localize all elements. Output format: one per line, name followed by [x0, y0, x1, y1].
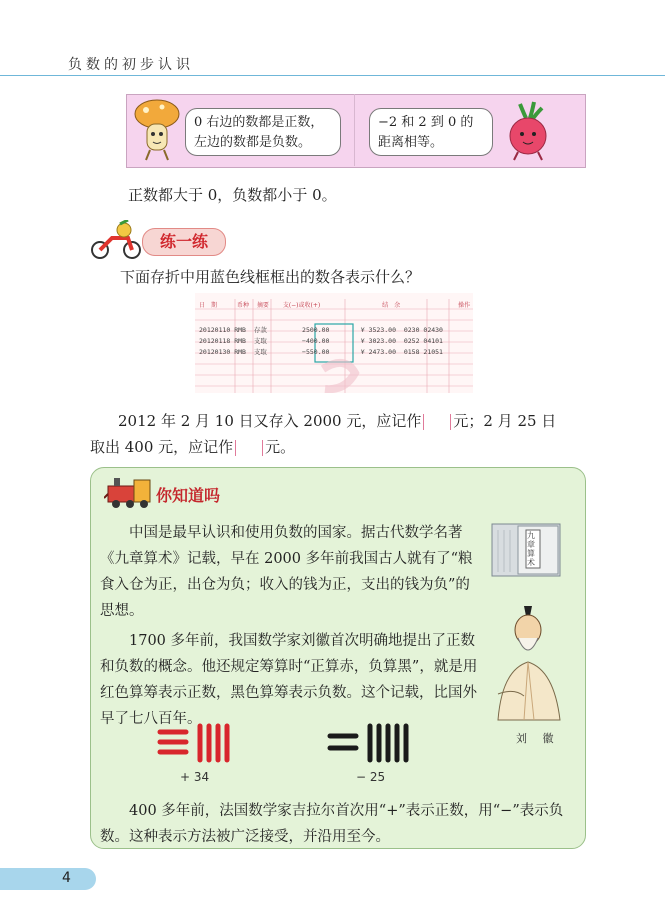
mushroom-character-icon: [132, 98, 182, 162]
history-paragraph-1: [100, 520, 480, 624]
answer-line-1-tail: 元；2 月 25 日: [453, 412, 557, 430]
history-paragraph-1-text: 中国是最早认识和使用负数的国家。据古代数学名著《九章算术》记载，早在 2000 多年前我国古人就有了“粮食入仓为正，出仓为负；收入的钱为正，支出的钱为负”的思想。: [100, 525, 473, 619]
history-paragraph-2-text: 1700 多年前，我国数学家刘徽首次明确地提出了正数和负数的概念。他还规定筹算时“正算赤，负算黑”，就是用红色算筹表示正数，黑色算筹表示负数。这个记载，比国外早了七八百年。: [100, 633, 478, 727]
tip-bubble-left: 0 右边的数都是正数，左边的数都是负数。: [185, 108, 341, 156]
header-rule: [0, 75, 665, 76]
summary-line: 正数都大于 0，负数都小于 0。: [128, 186, 337, 204]
tip-bubble-right: −2 和 2 到 0 的距离相等。: [369, 108, 493, 156]
page-title: 负数的初步认识: [68, 57, 194, 73]
answer-blank-withdraw[interactable]: [235, 440, 263, 456]
passbook-rows: [199, 325, 443, 358]
answer-line-1-text: 2012 年 2 月 10 日又存入 2000 元，应记作: [118, 412, 422, 430]
practice-question: 下面存折中用蓝色线框框出的数各表示什么？: [120, 268, 421, 286]
answer-line-2-text: 取出 400 元，应记作: [90, 438, 234, 456]
motorcycle-character-icon: [88, 220, 146, 260]
liu-hui-portrait: [484, 600, 568, 724]
answer-line-1: [118, 410, 556, 431]
positive-rods-label: + 34: [180, 770, 210, 784]
answer-blank-deposit[interactable]: [423, 414, 451, 430]
book-title: 九章算术: [527, 531, 535, 567]
red-counting-rods-positive: [156, 722, 240, 764]
answer-line-2: [90, 436, 295, 457]
portrait-caption: 刘 徽: [516, 732, 560, 745]
tip-divider: [354, 94, 355, 166]
page-number-tab: [0, 868, 96, 890]
negative-rods-label: − 25: [356, 770, 386, 784]
passbook-row: 20120118 RMB 支取 −400.00 ¥ 3023.00 0252 04101: [199, 337, 443, 345]
answer-line-2-tail: 元。: [265, 438, 296, 456]
passbook-row: 20120130 RMB 支取 −550.00 ¥ 2473.00 0158 21051: [199, 348, 443, 356]
page-number: 4: [62, 870, 71, 886]
passbook-image: [195, 293, 473, 393]
ancient-book-image: [490, 520, 562, 580]
radish-character-icon: [504, 100, 552, 162]
practice-label: 练一练: [142, 228, 226, 256]
passbook-header-row: 日 期 币种 摘要 支(−)或收(+) 结 余 操作: [199, 302, 471, 309]
train-icon: [104, 474, 156, 510]
did-you-know-title: 你知道吗: [156, 486, 221, 505]
history-paragraph-3-text: 400 多年前，法国数学家吉拉尔首次用“+”表示正数，用“−”表示负数。这种表示方法被广泛接受，并沿用至今。: [100, 803, 564, 845]
passbook-row: 20120110 RMB 存款 2500.00 ¥ 3523.00 0230 02430: [199, 326, 443, 334]
history-paragraph-2: [100, 628, 480, 732]
black-counting-rods-negative: [326, 722, 422, 764]
history-paragraph-3: [100, 798, 576, 850]
